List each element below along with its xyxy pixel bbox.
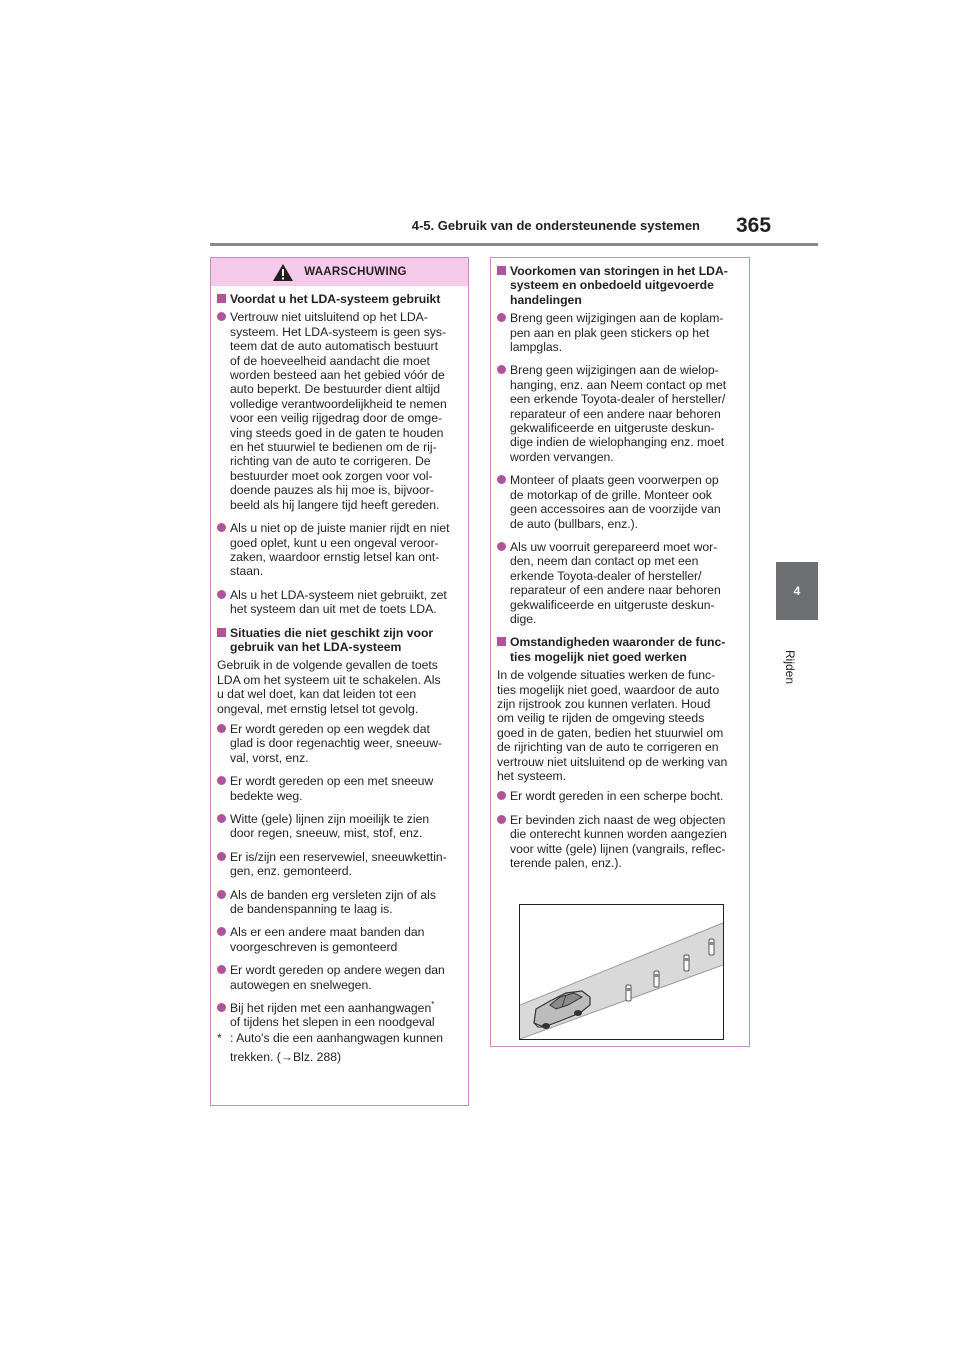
warning-box — [210, 257, 469, 1106]
heading-unsuitable-situations: Situaties die niet geschikt zijn voor gebruik van het LDA-systeem — [217, 626, 462, 655]
road-illustration-svg — [520, 905, 723, 1039]
section-title: 4-5. Gebruik van de ondersteunende systemen — [411, 218, 700, 233]
heading-before-use: Voordat u het LDA-systeem gebruikt — [217, 292, 462, 306]
bullet-item: Witte (gele) lijnen zijn moeilijk te zien door regen, sneeuw, mist, stof, enz. — [217, 812, 462, 841]
bullet-item: Als er een andere maat banden dan voorgeschreven is gemonteerd — [217, 925, 462, 954]
bullet-item: Vertrouw niet uitsluitend op het LDA- systeem. Het LDA-systeem is geen sys- teem dat de auto automatisch bestuurt of de hoeveelheid aandacht die moet worden besteed aan het gebied vóór de auto beperkt. De bestuurder dient altijd volledige verantwoordelijkheid te nemen voor een veilig rijgedrag door de omge- ving steeds goed in de gaten te houden en het stuurwiel te bedienen om de rij- richting van de auto te corrigeren. De bestuurder moet ook zorgen voor vol- doende pauzes als hij moe is, bijvoor- beeld als hij langere tijd heeft gereden. — [217, 310, 462, 512]
footnote-link[interactable]: trekken. (→Blz. 288) — [230, 1050, 342, 1065]
chapter-tab: 4 — [776, 562, 818, 620]
reflective-pole-icon — [626, 985, 631, 1001]
bullet-item: Monteer of plaats geen voorwerpen op de motorkap of de grille. Monteer ook geen accessoires aan de voorzijde van de auto (bullbars, enz.). — [497, 473, 743, 531]
footnote — [217, 1031, 462, 1065]
bullet-item: Als de banden erg versleten zijn of als de bandenspanning te laag is. — [217, 888, 462, 917]
reflective-pole-icon — [684, 955, 689, 971]
bullet-item: Er wordt gereden op andere wegen dan autowegen en snelwegen. — [217, 963, 462, 992]
reflective-pole-icon — [709, 939, 714, 955]
bullet-text: of tijdens het slepen in een noodgeval — [230, 1015, 435, 1030]
header-rule — [210, 243, 818, 246]
warning-label: WAARSCHUWING — [304, 265, 407, 278]
paragraph: Gebruik in de volgende gevallen de toets LDA om het systeem uit te schakelen. Als u dat wel doet, kan dat leiden tot een ongeval, met ernstig letsel tot gevolg. — [217, 658, 441, 716]
bullet-item: Er is/zijn een reservewiel, sneeuwkettin- gen, enz. gemonteerd. — [217, 850, 462, 879]
footnote-mark: * — [431, 1000, 435, 1009]
page-number: 365 — [736, 214, 772, 237]
warning-triangle-icon — [272, 263, 294, 282]
info-box — [490, 257, 750, 1047]
bullet-item: Als u niet op de juiste manier rijdt en niet goed oplet, kunt u een ongeval veroor- zaken, waardoor ernstig letsel kan ont- staan. — [217, 521, 462, 579]
chapter-label: Rijden — [783, 650, 797, 685]
heading-malfunction-conditions: Omstandigheden waaronder de func- ties mogelijk niet goed werken — [497, 635, 743, 664]
reflective-pole-icon — [654, 971, 659, 987]
footnote-mark: * — [217, 1030, 222, 1045]
road-illustration — [519, 904, 724, 1040]
bullet-item: Breng geen wijzigingen aan de wielop- hanging, enz. aan Neem contact op met een erkende Toyota-dealer of hersteller/ reparateur of een andere naar behoren gekwalificeerde en uitgeruste deskun- dige indien de wielophanging enz. moet worden vervangen. — [497, 363, 743, 464]
bullet-item: Breng geen wijzigingen aan de koplam- pen aan en plak geen stickers op het lampglas. — [497, 311, 743, 354]
warning-header — [211, 258, 468, 286]
bullet-item: Als uw voorruit gerepareerd moet wor- den, neem dan contact op met een erkende Toyota-dealer of hersteller/ reparateur of een andere naar behoren gekwalificeerde en uitgeruste deskun- dige. — [497, 540, 743, 626]
bullet-text: Bij het rijden met een aanhangwagen — [230, 1001, 432, 1016]
paragraph: In de volgende situaties werken de func- ties mogelijk niet goed, waardoor de auto zijn rijstrook zou kunnen verlaten. Houd om veilig te rijden de omgeving steeds goed in de gaten, bedien het stuurwiel om de rijrichting van de auto te corrigeren en vertrouw niet uitsluitend op de werking van het systeem. — [497, 668, 728, 783]
bullet-item: Er wordt gereden op een met sneeuw bedekte weg. — [217, 774, 462, 803]
footnote-text: : Auto's die een aanhangwagen kunnen — [230, 1030, 444, 1045]
bullet-item-trailer — [217, 1001, 462, 1030]
heading-prevent-malfunction: Voorkomen van storingen in het LDA- systeem en onbedoeld uitgevoerde handelingen — [497, 264, 743, 307]
footnote-line — [217, 1030, 462, 1045]
bullet-item: Als u het LDA-systeem niet gebruikt, zet het systeem dan uit met de toets LDA. — [217, 588, 462, 617]
bullet-item: Er bevinden zich naast de weg objecten die onterecht kunnen worden aangezien voor witte (gele) lijnen (vangrails, reflec- terende palen, enz.). — [497, 813, 743, 871]
bullet-item: Er wordt gereden in een scherpe bocht. — [497, 789, 743, 803]
bullet-item: Er wordt gereden op een wegdek dat glad is door regenachtig weer, sneeuw- val, vorst, enz. — [217, 722, 462, 765]
